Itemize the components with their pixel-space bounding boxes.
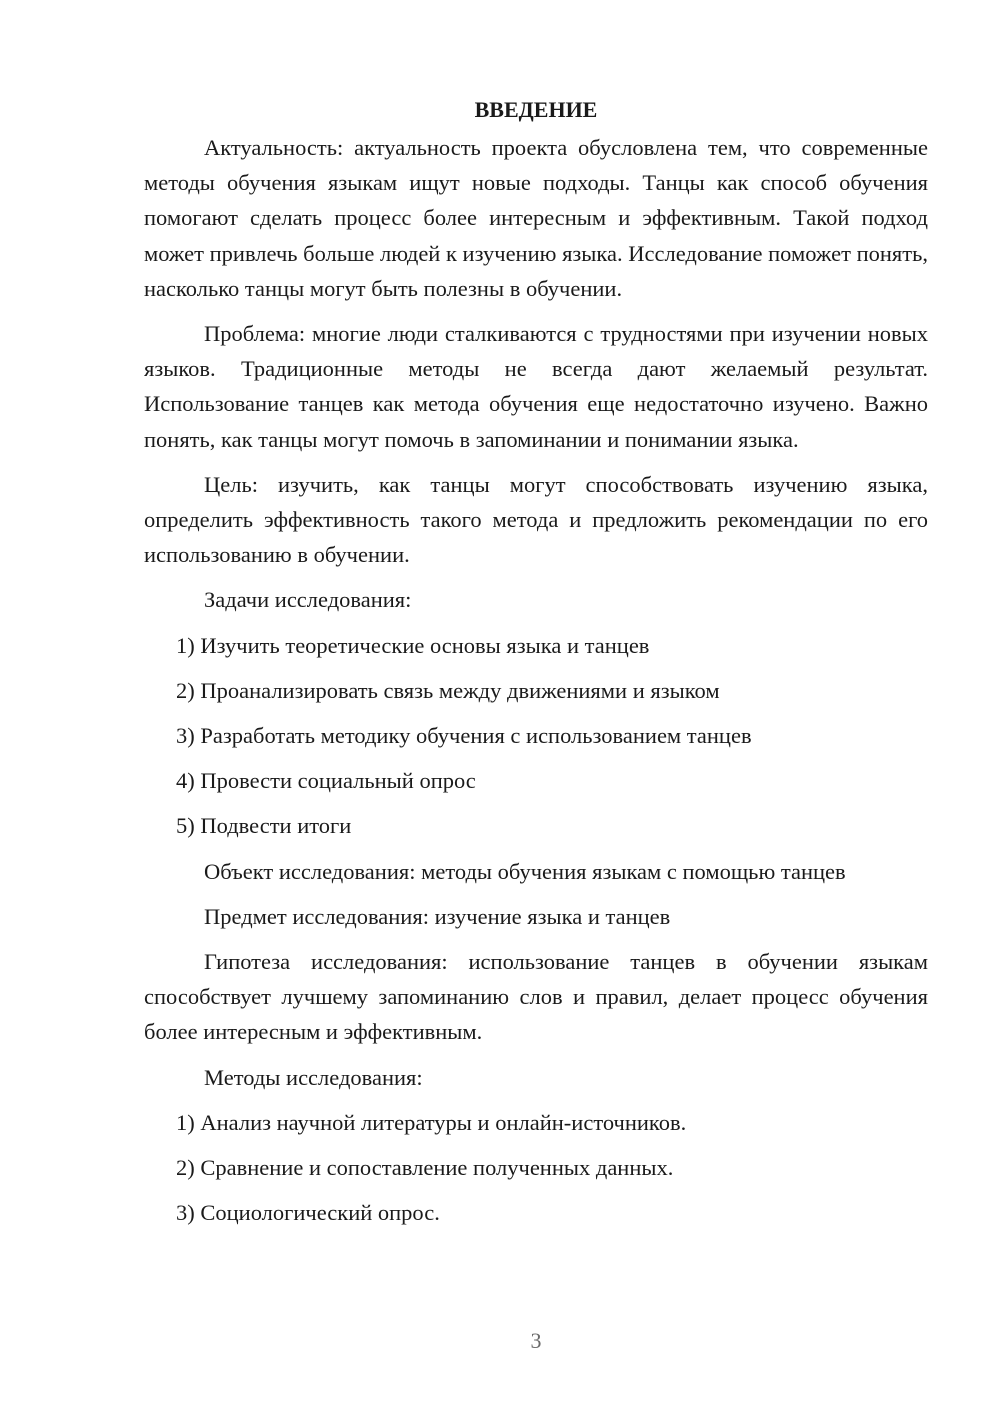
list-item: 1) Изучить теоретические основы языка и танцев bbox=[176, 632, 650, 658]
list-item: 5) Подвести итоги bbox=[176, 813, 352, 839]
goal-paragraph: Цель: изучить, как танцы могут способствовать изучению языка, определить эффективность такого метода и предложить рекомендации по его использованию в обучении. bbox=[144, 471, 928, 568]
section-heading: ВВЕДЕНИЕ bbox=[474, 97, 598, 122]
document-page bbox=[144, 92, 928, 1230]
list-item: 2) Проанализировать связь между движениями и языком bbox=[176, 677, 720, 703]
methods-list bbox=[144, 1105, 928, 1231]
page-number: 3 bbox=[530, 1328, 542, 1353]
list-item: 3) Социологический опрос. bbox=[176, 1200, 440, 1226]
list-item: 1) Анализ научной литературы и онлайн-источников. bbox=[176, 1109, 687, 1135]
subject-line: Предмет исследования: изучение языка и танцев bbox=[204, 903, 671, 929]
list-item: 3) Разработать методику обучения с использованием танцев bbox=[176, 723, 752, 749]
methods-title: Методы исследования: bbox=[204, 1064, 423, 1090]
list-item: 2) Сравнение и сопоставление полученных данных. bbox=[176, 1155, 674, 1181]
problem-paragraph: Проблема: многие люди сталкиваются с трудностями при изучении новых языков. Традиционные методы не всегда дают желаемый результат. Использование танцев как метода обучения еще недостаточно изучено. Важно понять, как танцы могут помочь в запоминании и понимании языка. bbox=[144, 321, 928, 452]
object-line: Объект исследования: методы обучения языкам с помощью танцев bbox=[204, 858, 846, 884]
tasks-list bbox=[144, 628, 928, 844]
tasks-title: Задачи исследования: bbox=[204, 587, 412, 613]
list-item: 4) Провести социальный опрос bbox=[176, 768, 476, 794]
relevance-paragraph: Актуальность: актуальность проекта обусловлена тем, что современные методы обучения языкам ищут новые подходы. Танцы как способ обучения помогают сделать процесс более интересным и эффективным. Такой подход может привлечь больше людей к изучению языка. Исследование поможет понять, насколько танцы могут быть полезны в обучении. bbox=[144, 135, 928, 301]
hypothesis-paragraph: Гипотеза исследования: использование танцев в обучении языкам способствует лучшему запоминанию слов и правил, делает процесс обучения более интересным и эффективным. bbox=[144, 949, 928, 1045]
